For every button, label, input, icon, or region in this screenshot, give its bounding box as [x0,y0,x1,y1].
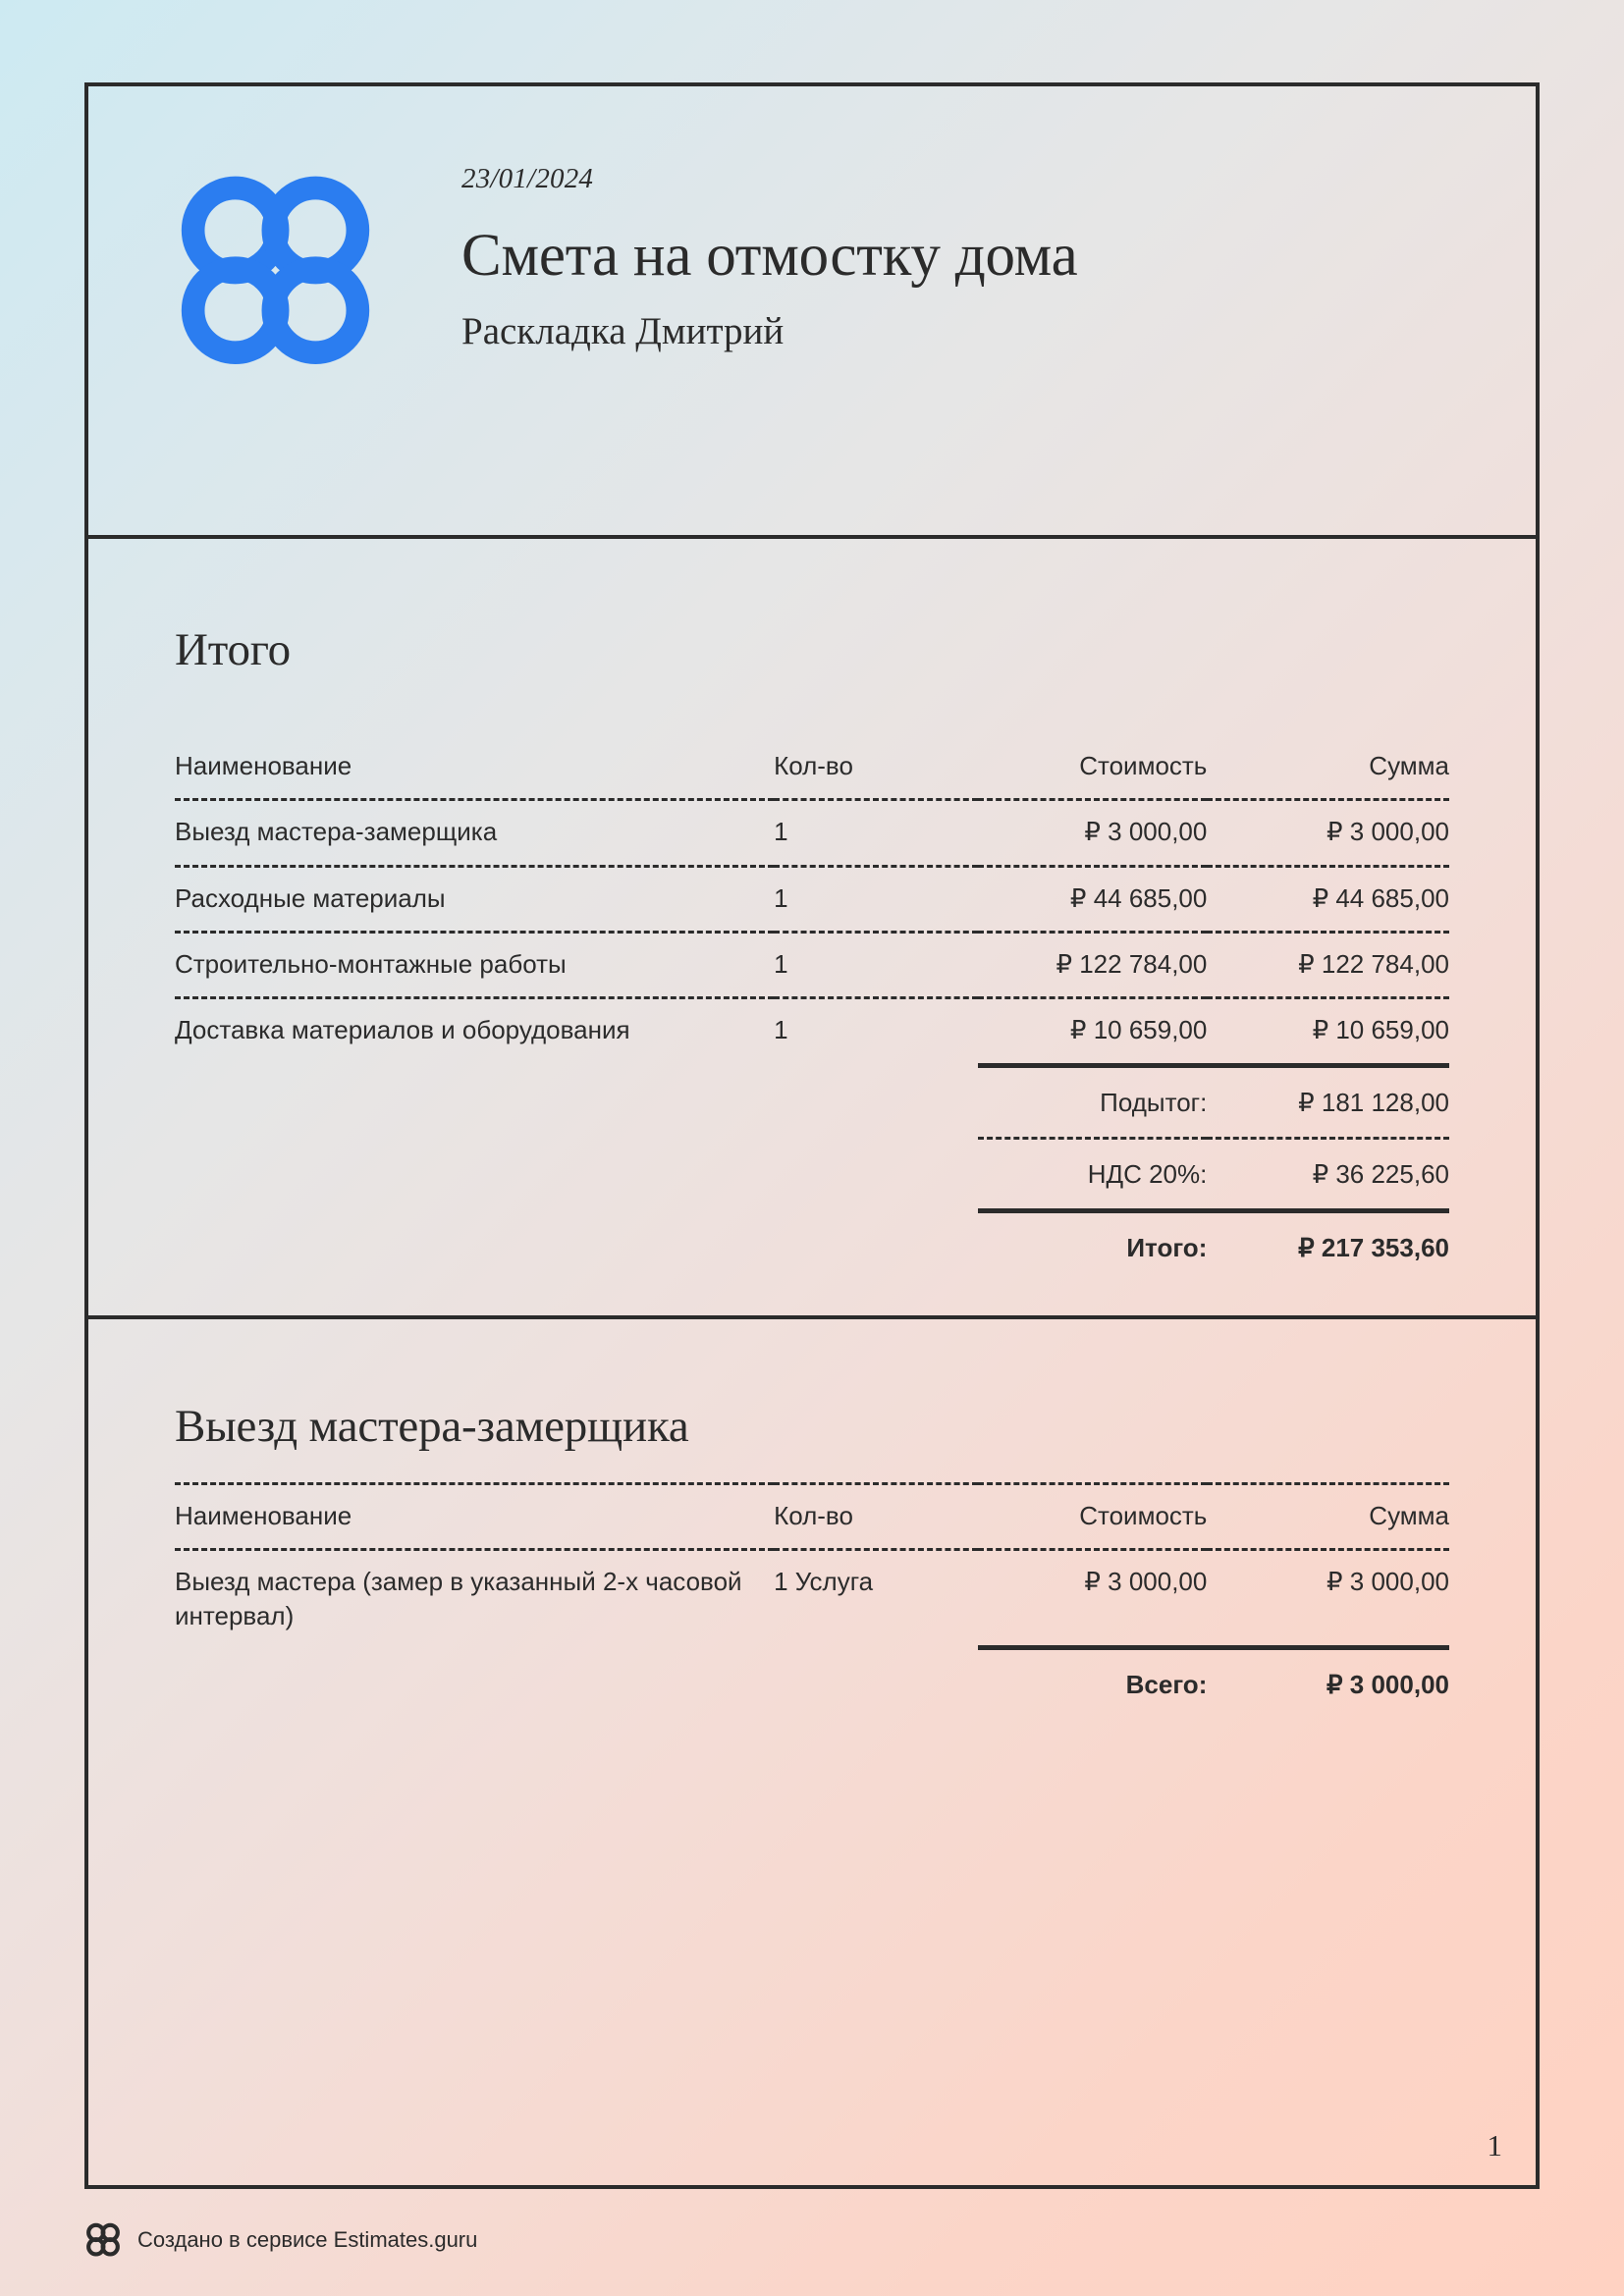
column-header-price: Стоимость [1079,751,1208,780]
grand-total-row [175,1211,1449,1283]
row-sum: ₽ 3 000,00 [1207,800,1449,866]
column-header-name: Наименование [175,751,352,780]
column-header-sum: Сумма [1369,751,1449,780]
table-row [175,998,1449,1065]
row-price: ₽ 122 784,00 [978,932,1208,997]
grand-total-value: ₽ 217 353,60 [1207,1211,1449,1283]
row-qty: 1 [774,932,978,997]
tax-value: ₽ 36 225,60 [1207,1138,1449,1210]
summary-table [175,735,1449,1283]
row-name: Доставка материалов и оборудования [175,998,774,1065]
row-name: Строительно-монтажные работы [175,932,774,997]
tax-row [175,1138,1449,1210]
spacer [175,1138,774,1210]
row-sum: ₽ 122 784,00 [1207,932,1449,997]
row-sum: ₽ 3 000,00 [1207,1550,1449,1648]
document-header [88,86,1536,535]
row-qty: 1 [774,998,978,1065]
spacer [774,1211,978,1283]
column-header-price: Стоимость [978,1484,1208,1550]
header-text-block [461,86,1536,355]
row-price: ₽ 3 000,00 [978,1550,1208,1648]
spacer [175,1065,774,1138]
spacer [175,1648,774,1720]
document-frame [84,82,1540,2189]
document-title: Смета на отмостку дома [461,223,1078,289]
table-header-row [175,1484,1449,1550]
column-header-sum: Сумма [1207,1484,1449,1550]
detail-section-title: Выезд мастера-замерщика [175,1401,689,1452]
page-footer [84,2221,477,2259]
table-row [175,866,1449,932]
document-date: 23/01/2024 [461,163,594,194]
row-name: Расходные материалы [175,866,774,932]
column-header-name: Наименование [175,1484,774,1550]
footer-credit-text: Создано в сервисе Estimates.guru [137,2227,478,2252]
table-row [175,800,1449,866]
row-price: ₽ 10 659,00 [978,998,1208,1065]
subtotal-label: Подытог: [978,1065,1208,1138]
subtotal-row [175,1065,1449,1138]
column-header-qty: Кол-во [774,751,853,780]
summary-section [88,535,1536,1315]
row-qty: 1 [774,866,978,932]
row-sum: ₽ 44 685,00 [1207,866,1449,932]
spacer [774,1138,978,1210]
page-number: 1 [1487,2128,1502,2163]
column-header-qty: Кол-во [774,1484,978,1550]
table-row [175,1550,1449,1648]
tax-label: НДС 20%: [978,1138,1208,1210]
grand-total-label: Итого: [978,1211,1208,1283]
detail-total-row [175,1648,1449,1720]
brand-logo [88,86,461,378]
spacer [175,1211,774,1283]
document-subtitle: Раскладка Дмитрий [461,310,785,353]
row-qty: 1 [774,800,978,866]
spacer [774,1648,978,1720]
detail-section [88,1315,1536,2185]
row-sum: ₽ 10 659,00 [1207,998,1449,1065]
detail-table [175,1482,1449,1720]
summary-section-title: Итого [175,624,291,675]
table-header-row [175,735,1449,800]
detail-total-label: Всего: [978,1648,1208,1720]
row-price: ₽ 44 685,00 [978,866,1208,932]
subtotal-value: ₽ 181 128,00 [1207,1065,1449,1138]
detail-total-value: ₽ 3 000,00 [1207,1648,1449,1720]
clover-logo-icon [84,2221,122,2259]
row-qty: 1 Услуга [774,1550,978,1648]
clover-logo-icon [170,167,381,378]
row-price: ₽ 3 000,00 [978,800,1208,866]
spacer [774,1065,978,1138]
row-name: Выезд мастера-замерщика [175,800,774,866]
row-name: Выезд мастера (замер в указанный 2-х часовой интервал) [175,1550,774,1648]
table-row [175,932,1449,997]
